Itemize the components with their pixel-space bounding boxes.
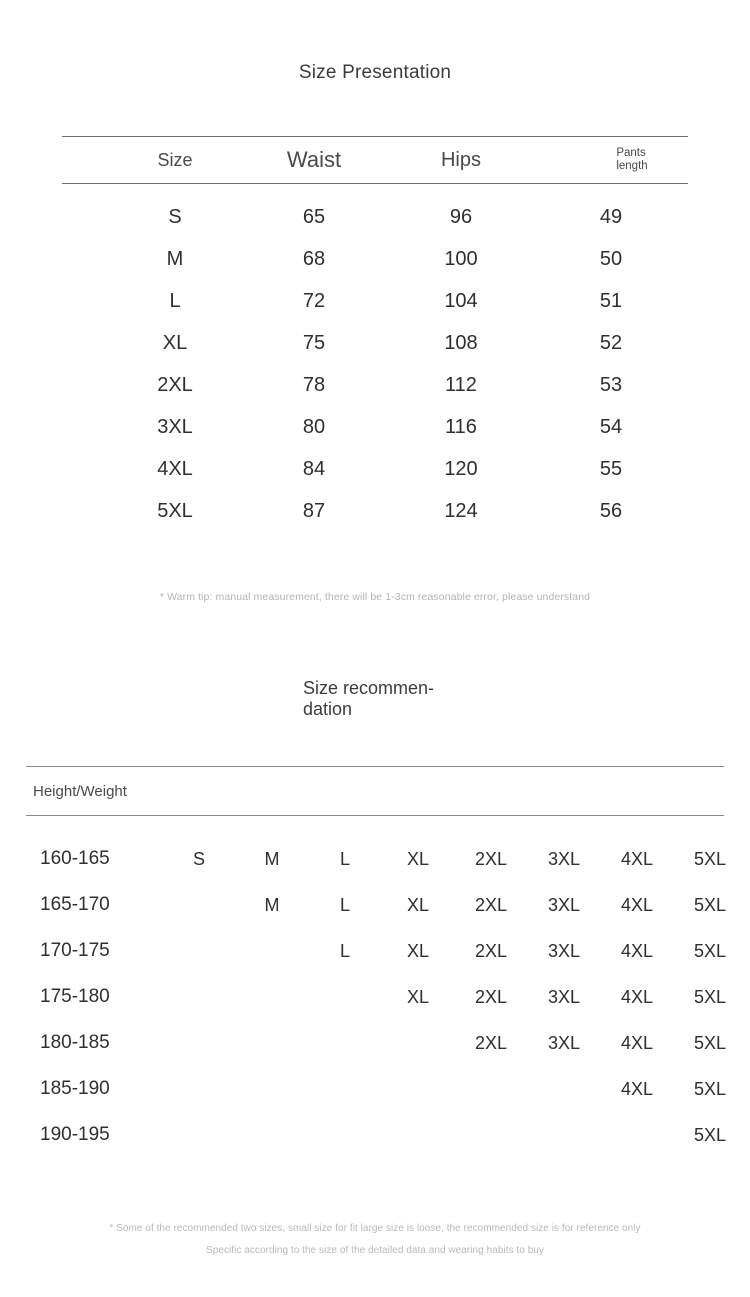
cell-size: S	[168, 205, 182, 228]
column-header-waist: Waist	[286, 147, 342, 172]
recommended-size-cell: S	[192, 848, 205, 869]
cell-waist: 80	[302, 415, 326, 438]
recommendation-title-line-1: Size recommen-	[303, 678, 435, 698]
cell-size: L	[169, 289, 181, 312]
recommended-size-cell: 4XL	[620, 894, 654, 915]
cell-size: 4XL	[157, 457, 193, 480]
height-range-label: 190-195	[40, 1124, 110, 1145]
height-range-label: 185-190	[40, 1078, 110, 1099]
recommended-size-cell: 2XL	[474, 894, 508, 915]
cell-waist: 68	[302, 247, 326, 270]
table-row	[62, 238, 688, 280]
cell-pants-length: 55	[599, 457, 623, 480]
recommended-size-cell: 3XL	[547, 1032, 581, 1053]
cell-pants-length: 54	[599, 415, 623, 438]
table-row	[62, 448, 688, 490]
recommended-size-cell: M	[264, 894, 280, 915]
footnote-reference-only: * Some of the recommended two sizes, small size for fit large size is loose, the recommended size is for reference only	[109, 1223, 641, 1234]
list-item	[26, 1112, 727, 1158]
recommended-size-cell: 4XL	[620, 940, 654, 961]
recommended-size-cell: 4XL	[620, 1078, 654, 1099]
table-row	[62, 196, 688, 238]
size-presentation-table	[62, 136, 688, 532]
recommended-size-cell: 3XL	[547, 894, 581, 915]
column-header-hips: Hips	[440, 148, 481, 171]
cell-hips: 112	[445, 373, 477, 396]
height-range-label: 175-180	[40, 986, 110, 1007]
table-row	[62, 406, 688, 448]
cell-hips: 116	[445, 415, 477, 438]
cell-size: 2XL	[157, 373, 193, 396]
size-recommendation-table	[26, 766, 727, 1158]
cell-hips: 104	[444, 289, 478, 312]
table-row	[62, 364, 688, 406]
pants-length-line-2: length	[616, 160, 648, 172]
cell-pants-length: 56	[599, 499, 623, 522]
list-item	[26, 1066, 727, 1112]
cell-pants-length: 52	[599, 331, 623, 354]
table-row	[62, 490, 688, 532]
recommended-size-cell: 5XL	[693, 894, 727, 915]
pants-length-line-1: Pants	[616, 146, 646, 159]
list-item	[26, 1020, 727, 1066]
cell-size: M	[166, 247, 184, 270]
cell-waist: 65	[302, 205, 326, 228]
recommended-size-cell: 2XL	[474, 940, 508, 961]
list-item	[26, 974, 727, 1020]
recommendation-header-row	[26, 766, 724, 816]
cell-waist: 75	[302, 331, 326, 354]
recommended-size-cell: 4XL	[620, 986, 654, 1007]
cell-hips: 120	[444, 457, 478, 480]
column-header-height-weight: Height/Weight	[33, 782, 127, 800]
size-presentation-title: Size Presentation	[298, 62, 452, 83]
cell-size: 5XL	[157, 499, 193, 522]
cell-waist: 87	[302, 499, 326, 522]
recommended-size-cell: 3XL	[547, 848, 581, 869]
recommended-size-cell: M	[264, 848, 280, 869]
footnote-wearing-habits: Specific according to the size of the detailed data and wearing habits to buy	[206, 1245, 544, 1256]
cell-pants-length: 53	[599, 373, 623, 396]
cell-hips: 96	[449, 205, 473, 228]
column-header-size: Size	[157, 149, 193, 170]
recommended-size-cell: 2XL	[474, 986, 508, 1007]
cell-waist: 72	[302, 289, 326, 312]
recommended-size-cell: 4XL	[620, 848, 654, 869]
height-range-label: 160-165	[40, 848, 110, 869]
recommended-size-cell: XL	[406, 848, 430, 869]
cell-size: XL	[162, 331, 188, 354]
cell-pants-length: 49	[599, 205, 623, 228]
cell-hips: 100	[444, 247, 478, 270]
recommended-size-cell: 3XL	[547, 940, 581, 961]
recommended-size-cell: XL	[406, 940, 430, 961]
recommended-size-cell: 4XL	[620, 1032, 654, 1053]
recommended-size-cell: L	[339, 848, 350, 869]
cell-hips: 108	[444, 331, 478, 354]
recommendation-title-line-2: dation	[303, 699, 353, 719]
recommendation-footnotes	[0, 1218, 750, 1262]
recommended-size-cell: XL	[406, 894, 430, 915]
cell-pants-length: 51	[599, 289, 623, 312]
spec-table-body	[62, 184, 688, 532]
spec-table-header-row	[62, 136, 688, 184]
column-header-pants-length	[534, 137, 688, 183]
list-item	[26, 928, 727, 974]
recommended-size-cell: 2XL	[474, 1032, 508, 1053]
list-item	[26, 836, 727, 882]
list-item	[26, 882, 727, 928]
cell-hips: 124	[444, 499, 478, 522]
recommended-size-cell: L	[339, 894, 350, 915]
recommended-size-cell: 2XL	[474, 848, 508, 869]
table-row	[62, 322, 688, 364]
recommended-size-cell: L	[339, 940, 350, 961]
warm-tip-note: * Warm tip: manual measurement, there will be 1-3cm reasonable error, please understand	[159, 591, 591, 603]
recommended-size-cell: 5XL	[693, 1078, 727, 1099]
recommended-size-cell: 5XL	[693, 1124, 727, 1145]
cell-waist: 78	[302, 373, 326, 396]
table-row	[62, 280, 688, 322]
recommended-size-cell: 3XL	[547, 986, 581, 1007]
height-range-label: 170-175	[40, 940, 110, 961]
recommendation-table-body	[26, 816, 727, 1158]
cell-waist: 84	[302, 457, 326, 480]
height-range-label: 180-185	[40, 1032, 110, 1053]
recommended-size-cell: XL	[406, 986, 430, 1007]
cell-pants-length: 50	[599, 247, 623, 270]
recommended-size-cell: 5XL	[693, 986, 727, 1007]
recommended-size-cell: 5XL	[693, 848, 727, 869]
recommended-size-cell: 5XL	[693, 1032, 727, 1053]
size-recommendation-title	[303, 678, 453, 720]
cell-size: 3XL	[157, 415, 193, 438]
recommended-size-cell: 5XL	[693, 940, 727, 961]
height-range-label: 165-170	[40, 894, 110, 915]
